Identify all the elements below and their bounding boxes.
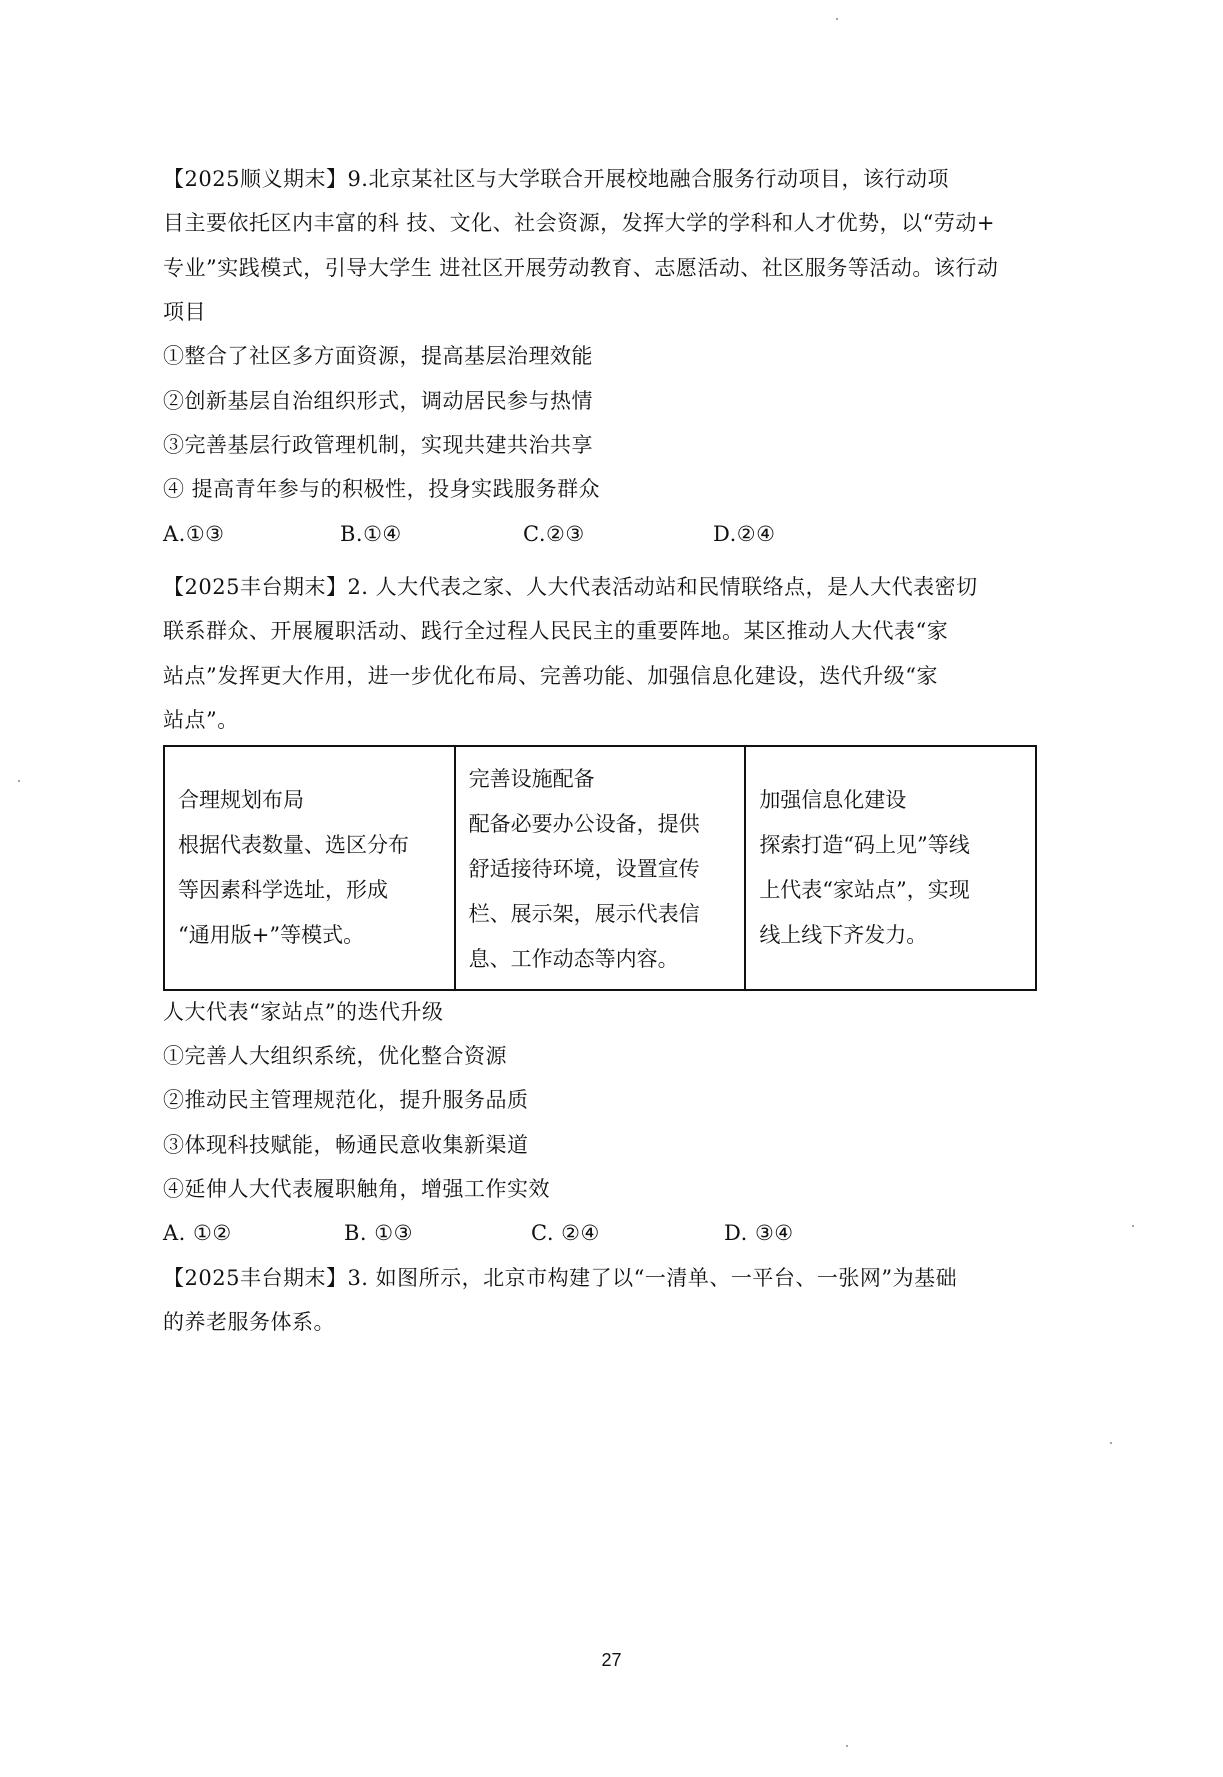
q2-option-d: D. ③④	[724, 1221, 794, 1245]
q9-item-3: ③完善基层行政管理机制，实现共建共治共享	[163, 433, 593, 457]
q2-item-4: ④延伸人大代表履职触角，增强工作实效	[163, 1177, 550, 1201]
cell-text: 上代表“家站点”，实现	[759, 878, 970, 902]
q9-line-3: 专业”实践模式，引导大学生 进社区开展劳动教育、志愿活动、社区服务等活动。该行动	[163, 256, 999, 280]
q2-options	[163, 1218, 794, 1248]
page-number: 27	[601, 1650, 622, 1670]
q9-item-4: ④ 提高青年参与的积极性，投身实践服务群众	[163, 477, 601, 501]
cell-heading: 合理规划布局	[178, 788, 304, 812]
q2-stem: 人大代表“家站点”的迭代升级	[163, 1000, 444, 1024]
measures-table	[163, 745, 1037, 991]
q3-line-2: 的养老服务体系。	[163, 1310, 335, 1334]
cell-text: “通用版+”等模式。	[178, 923, 365, 947]
cell-text: 息、工作动态等内容。	[468, 947, 679, 971]
q3-line-1: 【2025丰台期末】3. 如图所示，北京市构建了以“一清单、一平台、一张网”为基础	[163, 1266, 958, 1290]
q2-line-4: 站点”。	[163, 708, 239, 732]
q9-line-1: 【2025顺义期末】9.北京某社区与大学联合开展校地融合服务行动项目，该行动项	[163, 167, 949, 191]
cell-text: 栏、展示架，展示代表信	[468, 902, 700, 926]
q2-option-a: A. ①②	[163, 1221, 232, 1245]
q2-option-b: B. ①③	[344, 1221, 413, 1245]
q9-option-b: B.①④	[340, 522, 402, 546]
q2-item-2: ②推动民主管理规范化，提升服务品质	[163, 1088, 529, 1112]
scan-speck	[836, 18, 838, 20]
q9-line-2: 目主要依托区内丰富的科 技、文化、社会资源，发挥大学的学科和人才优势，以“劳动+	[163, 211, 996, 235]
q2-option-c: C. ②④	[531, 1221, 600, 1245]
scan-speck	[18, 780, 20, 782]
q9-options	[163, 519, 775, 549]
table-cell-informatization	[745, 746, 1036, 990]
cell-text: 探索打造“码上见”等线	[759, 833, 970, 857]
scan-speck	[1132, 1225, 1134, 1227]
cell-text: 舒适接待环境，设置宣传	[468, 857, 700, 881]
measures-table-row	[164, 746, 1036, 990]
cell-heading: 加强信息化建设	[759, 788, 907, 812]
scan-speck	[1110, 1442, 1112, 1444]
q2-line-1: 【2025丰台期末】2. 人大代表之家、人大代表活动站和民情联络点，是人大代表密切	[163, 575, 978, 599]
q9-option-a: A.①③	[163, 522, 225, 546]
scan-speck	[846, 1745, 848, 1747]
cell-text: 根据代表数量、选区分布	[178, 833, 409, 857]
q9-item-2: ②创新基层自治组织形式，调动居民参与热情	[163, 389, 593, 413]
q9-option-c: C.②③	[523, 522, 585, 546]
table-cell-layout	[164, 746, 455, 990]
table-cell-facilities	[455, 746, 746, 990]
cell-text: 线上线下齐发力。	[759, 923, 928, 947]
q9-option-d: D.②④	[713, 522, 776, 546]
q2-item-1: ①完善人大组织系统，优化整合资源	[163, 1044, 507, 1068]
cell-text: 配备必要办公设备，提供	[468, 812, 700, 836]
q9-item-1: ①整合了社区多方面资源，提高基层治理效能	[163, 344, 593, 368]
cell-text: 等因素科学选址，形成	[178, 878, 388, 902]
cell-heading: 完善设施配备	[468, 767, 595, 791]
q2-item-3: ③体现科技赋能，畅通民意收集新渠道	[163, 1133, 529, 1157]
q2-line-2: 联系群众、开展履职活动、践行全过程人民民主的重要阵地。某区推动人大代表“家	[163, 619, 949, 643]
q9-line-4: 项目	[163, 300, 206, 324]
q2-line-3: 站点”发挥更大作用，进一步优化布局、完善功能、加强信息化建设，迭代升级“家	[163, 664, 938, 688]
